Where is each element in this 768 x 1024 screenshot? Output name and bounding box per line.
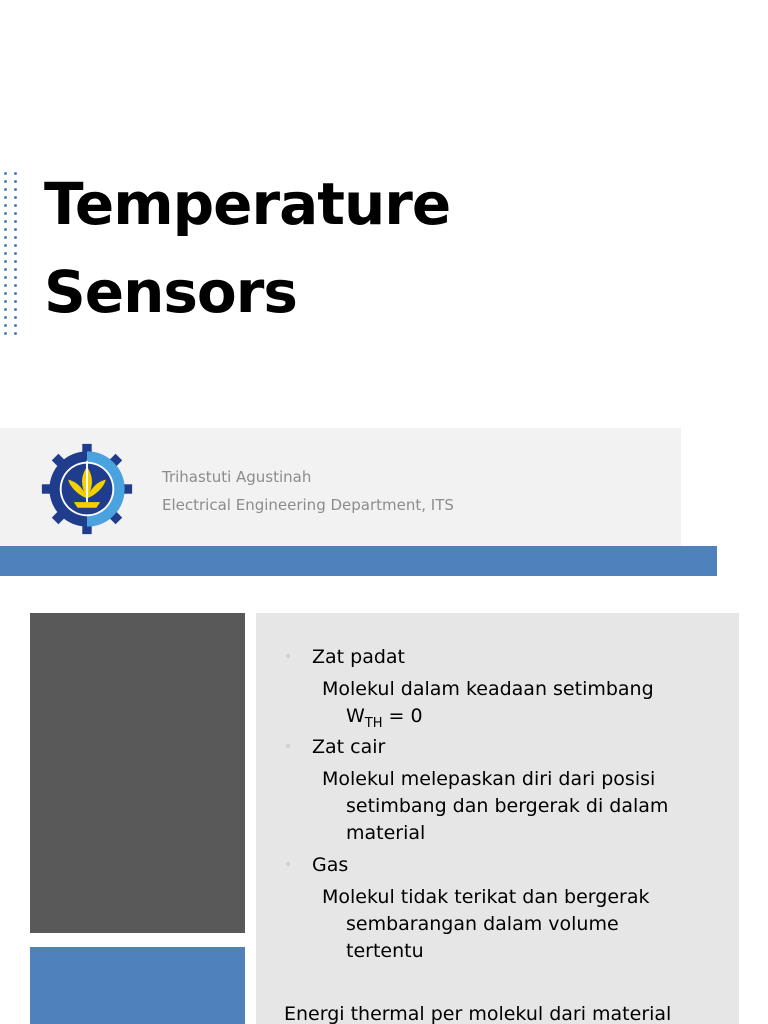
list-item-detail: Molekul dalam keadaan setimbang <box>322 678 654 700</box>
list-item-heading: Zat padat <box>312 646 406 668</box>
formula <box>346 703 423 730</box>
author-name: Trihastuti Agustinah <box>162 468 312 486</box>
its-logo-icon <box>40 442 134 536</box>
formula-subscript: TH <box>364 715 383 731</box>
decorative-dot-pattern <box>4 172 18 286</box>
list-item-detail: material <box>346 822 426 844</box>
slide-title <box>44 160 450 336</box>
bullet-icon: • <box>284 649 293 665</box>
bullet-icon: • <box>284 739 293 755</box>
bullet-icon: • <box>284 857 293 873</box>
formula-symbol: W <box>346 705 365 727</box>
accent-bar <box>0 546 717 576</box>
list-item-detail: setimbang dan bergerak di dalam <box>346 795 669 817</box>
author-department: Electrical Engineering Department, ITS <box>162 496 454 514</box>
author-block <box>162 463 454 519</box>
formula-value: = 0 <box>382 705 423 727</box>
list-item-detail: sembarangan dalam volume <box>346 913 619 935</box>
blue-side-block <box>30 947 245 1024</box>
title-line-2: Sensors <box>44 258 297 326</box>
dark-side-block <box>30 613 245 933</box>
list-item-detail: Molekul melepaskan diri dari posisi <box>322 768 656 790</box>
list-item-heading: Gas <box>312 854 349 876</box>
list-item-detail: tertentu <box>346 940 424 962</box>
title-line-1: Temperature <box>44 170 451 238</box>
content-panel <box>256 613 739 1024</box>
list-item-heading: Zat cair <box>312 736 386 758</box>
content-paragraph: Energi thermal per molekul dari material <box>284 1003 672 1024</box>
list-item-detail: Molekul tidak terikat dan bergerak <box>322 886 650 908</box>
